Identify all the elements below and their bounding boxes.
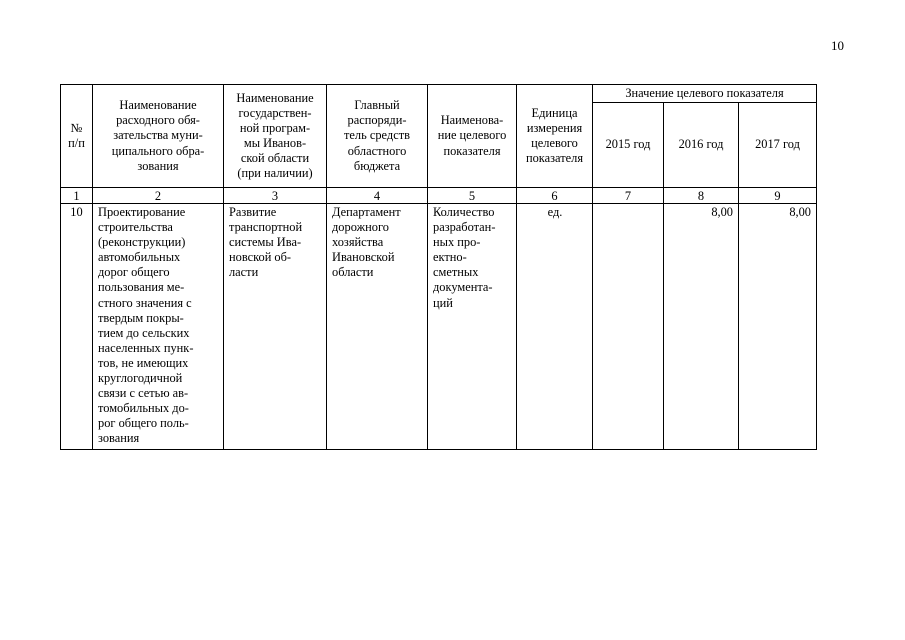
header-row [61, 85, 817, 103]
cell-state-program: Развитие транспортной системы Ива- новской об- ласти [224, 204, 327, 450]
cell-obligation: Проектирование строительства (реконструкции) автомобильных дорог общего пользования ме- стного значения с твердым покры- тием до сельских населенных пунк- тов, не имеющих круглогодичной связи с сетью ав- томобильных до- рог общего поль- зования [93, 204, 224, 450]
column-number: 3 [224, 188, 327, 204]
header-year-2016: 2016 год [664, 103, 739, 188]
cell-value-2016: 8,00 [664, 204, 739, 450]
target-indicators-table [60, 84, 817, 450]
table-row [61, 204, 817, 450]
header-target-value: Значение целевого показателя [593, 85, 817, 103]
cell-value-2015 [593, 204, 664, 450]
column-number: 8 [664, 188, 739, 204]
column-number: 5 [428, 188, 517, 204]
header-obligation: Наименование расходного обя- зательства муни- ципального обра- зования [93, 85, 224, 188]
column-number: 1 [61, 188, 93, 204]
column-number: 2 [93, 188, 224, 204]
header-indicator-name: Наименова- ние целевого показателя [428, 85, 517, 188]
page-number: 10 [831, 38, 844, 53]
cell-indicator-name: Количество разработан- ных про- ектно- сметных документа- ций [428, 204, 517, 450]
header-budget-manager: Главный распоряди- тель средств областного бюджета [327, 85, 428, 188]
header-year-2017: 2017 год [739, 103, 817, 188]
header-year-2015: 2015 год [593, 103, 664, 188]
cell-unit: ед. [517, 204, 593, 450]
column-number: 7 [593, 188, 664, 204]
header-state-program: Наименование государствен- ной програм- мы Иванов- ской области (при наличии) [224, 85, 327, 188]
cell-row-number: 10 [61, 204, 93, 450]
column-number: 4 [327, 188, 428, 204]
column-number: 6 [517, 188, 593, 204]
column-number: 9 [739, 188, 817, 204]
header-row-number: № п/п [61, 85, 93, 188]
column-number-row [61, 188, 817, 204]
cell-budget-manager: Департамент дорожного хозяйства Ивановской области [327, 204, 428, 450]
cell-value-2017: 8,00 [739, 204, 817, 450]
header-unit: Единица измерения целевого показателя [517, 85, 593, 188]
